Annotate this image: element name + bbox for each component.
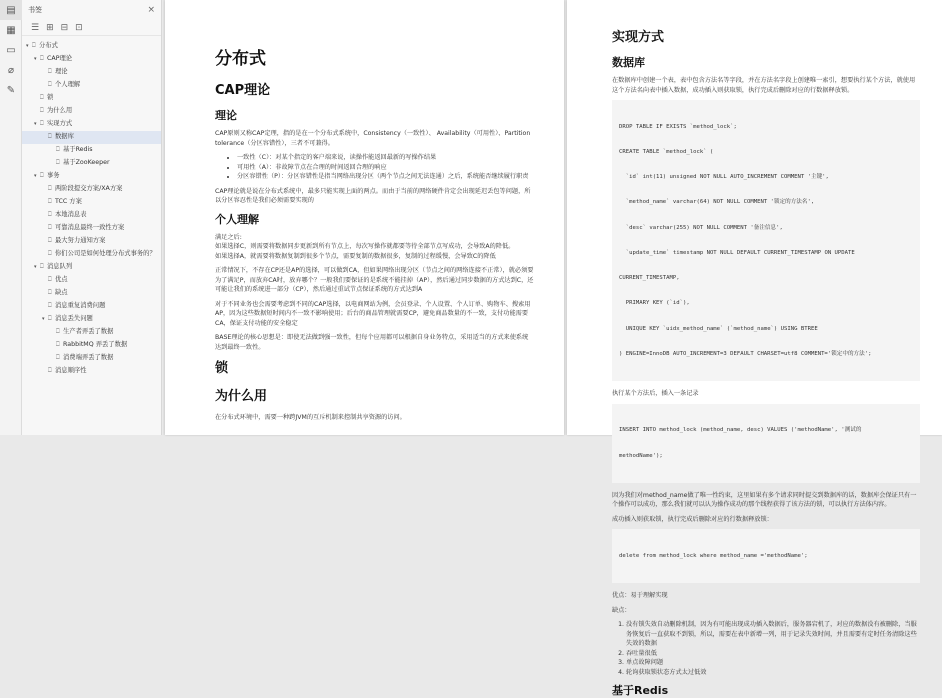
document-viewer[interactable]: [163, 0, 942, 698]
list-item: • 可用性（A）：非故障节点在合理的时间返回合理的响应: [237, 163, 534, 173]
theory-intro: CAP原则又称CAP定理，指的是在一个分布式系统中，Consistency（一致性）、 Availability（可用性）、Partition tolerance（分区容错性），三者不可兼得。: [215, 130, 531, 147]
bookmark-icon: ⎕: [40, 55, 44, 62]
bookmark-icon: ⎕: [48, 289, 52, 296]
personal-paragraph: [215, 233, 534, 262]
expand-toggle-icon[interactable]: ▾: [26, 43, 29, 49]
bookmark-item[interactable]: [22, 66, 161, 79]
bookmark-icon: ⎕: [56, 159, 60, 166]
bookmark-label: 分布式: [39, 42, 58, 49]
add-bookmark-icon[interactable]: ⊡: [75, 22, 83, 33]
bookmark-item[interactable]: [22, 222, 161, 235]
bookmark-icon: ⎕: [40, 172, 44, 179]
lock-heading: 锁: [215, 361, 229, 376]
expand-toggle-icon[interactable]: ▾: [42, 316, 45, 322]
attachment-icon[interactable]: ⌀: [7, 64, 15, 76]
page-title: 分布式: [215, 49, 266, 69]
bookmark-item[interactable]: [22, 313, 161, 326]
db-heading: 数据库: [612, 56, 645, 69]
bookmark-item[interactable]: [22, 183, 161, 196]
code-line: CURRENT_TIMESTAMP,: [619, 275, 680, 282]
bookmark-label: 可靠消息最终一致性方案: [55, 224, 125, 231]
bookmark-icon: ⎕: [48, 250, 52, 257]
bookmark-item[interactable]: [22, 131, 161, 144]
bookmark-tree: [22, 36, 161, 378]
bookmark-item[interactable]: [22, 92, 161, 105]
bookmark-icon: ⎕: [48, 237, 52, 244]
code-line: PRIMARY KEY (`id`),: [619, 300, 690, 307]
expand-toggle-icon[interactable]: ▾: [34, 121, 37, 127]
list-item: 1. 没有锁失效自动删除机制，因为有可能出现成功插入数据后，服务器宕机了，对应的数据没有被删除，当服务恢复后一直获取不到锁，所以，需要在表中新增一列，用于记录失效时间，并且需要有定时任务清除这些失效的数据: [626, 620, 920, 649]
bookmark-item[interactable]: [22, 248, 161, 261]
bookmark-item[interactable]: [22, 235, 161, 248]
code-line: `desc` varchar(255) NOT NULL COMMENT '备注信息',: [619, 224, 783, 231]
signature-icon[interactable]: ✎: [6, 84, 16, 96]
bookmark-label: 消息重复消费问题: [55, 302, 106, 309]
bookmark-item[interactable]: [22, 261, 161, 274]
left-icon-rail: [0, 0, 22, 435]
bookmark-icon: ⎕: [40, 120, 44, 127]
bookmark-icon: ⎕: [40, 263, 44, 270]
pdf-page-left: [165, 0, 564, 435]
why-text: 在分布式环境中，需要一种跨JVM的互斥机制来控制共享资源的访问。: [215, 414, 406, 421]
pdf-page-right: [567, 0, 942, 698]
impl-heading: 实现方式: [612, 30, 665, 45]
bookmark-item[interactable]: [22, 105, 161, 118]
bookmark-label: 两阶段提交方案/XA方案: [55, 185, 123, 192]
text-line: 满足之后:: [215, 233, 242, 241]
list-item: • 分区容错性（P）：分区容错性是指当网络出现分区（两个节点之间无法连通）之后，系统能否继续履行职责: [237, 172, 534, 182]
list-item: 2. 吞吐量很低: [626, 649, 920, 659]
bookmark-icon: ⎕: [32, 42, 36, 49]
bookmark-label: 实现方式: [47, 120, 73, 127]
bookmark-label: 消息顺序性: [55, 367, 87, 374]
unique-text: 因为我们对method_name做了唯一性约束，这里如果有多个请求同时提交到数据库的话，数据库会保证只有一个操作可以成功，那么我们就可以认为操作成功的那个线程获得了该方法的锁，可以执行方法体内容。: [612, 491, 917, 509]
expand-all-icon[interactable]: ⊞: [46, 22, 54, 33]
bookmark-label: 优点: [55, 276, 68, 283]
bookmark-icon[interactable]: ▤: [0, 0, 22, 20]
bookmark-panel-title: 书签: [28, 6, 42, 14]
bookmark-panel: [22, 0, 162, 435]
bookmark-menu-icon[interactable]: ☰: [31, 22, 40, 33]
bookmark-panel-header: [22, 0, 161, 20]
cap-heading: CAP理论: [215, 83, 271, 98]
personal-heading: 个人理解: [215, 212, 259, 226]
text-line: 如果选择C，则需要将数据同步更新到所有节点上，每次写操作就都要等待全部节点写成功，会导致A的降低。: [215, 243, 515, 250]
code-block-insert: [612, 404, 920, 483]
collapse-all-icon[interactable]: ⊟: [60, 22, 69, 33]
bookmark-item[interactable]: [22, 144, 161, 157]
bookmark-label: 你们公司是如何处理分布式事务的？: [55, 250, 156, 257]
cap-summary: CAP理论就是说在分布式系统中，最多只能实现上面的两点。而由于当前的网络硬件肯定会出现延迟丢包等问题，所以分区容忍性是我们必须需要实现的: [215, 187, 531, 204]
thumbnail-icon[interactable]: ▦: [6, 24, 16, 36]
bookmark-label: TCC 方案: [55, 198, 82, 205]
bookmark-item[interactable]: [22, 79, 161, 92]
bookmark-item[interactable]: [22, 157, 161, 170]
bookmark-icon: ⎕: [56, 146, 60, 153]
bookmark-item[interactable]: [22, 365, 161, 378]
release-text: 成功插入则获取锁，执行完成后删除对应的行数据释放锁：: [612, 515, 773, 523]
bookmark-label: 基于Redis: [63, 146, 93, 153]
code-line: `method_name` varchar(64) NOT NULL COMMENT '锁定的方法名',: [619, 199, 815, 206]
code-line: CREATE TABLE `method_lock` (: [619, 149, 714, 156]
bookmark-icon: ⎕: [48, 224, 52, 231]
bookmark-label: 个人理解: [55, 81, 81, 88]
code-line: ) ENGINE=InnoDB AUTO_INCREMENT=3 DEFAULT CHARSET=utf8 COMMENT='锁定中的方法';: [619, 350, 872, 357]
db-intro: 在数据库中创建一个表，表中包含方法名等字段，并在方法名字段上创建唯一索引，想要执行某个方法，就使用这个方法名向表中插入数据，成功插入则获取锁，执行完成后删除对应的行数据释放锁。: [612, 77, 916, 94]
bookmark-label: CAP理论: [47, 55, 73, 62]
bookmark-icon: ⎕: [48, 367, 52, 374]
bookmark-item[interactable]: [22, 209, 161, 222]
bookmark-label: 生产者弄丢了数据: [63, 328, 114, 335]
bookmark-icon: ⎕: [56, 341, 60, 348]
bookmark-icon: ⎕: [48, 211, 52, 218]
code-block-delete: [612, 529, 920, 583]
bookmark-label: 消息丢失问题: [55, 315, 93, 322]
bookmark-label: 消息队列: [47, 263, 73, 270]
text-line: 如果选择A，就需要将数据复制到很多个节点，需要复制的数据很多，复制的过程缓慢，会导致C的降低: [215, 252, 496, 260]
code-line: DROP TABLE IF EXISTS `method_lock`;: [619, 123, 737, 130]
bookmark-item[interactable]: [22, 118, 161, 131]
code-line: methodName');: [619, 452, 663, 459]
cons-list: [626, 620, 920, 677]
comment-icon[interactable]: ▭: [6, 44, 16, 56]
bookmark-icon: ⎕: [48, 198, 52, 205]
close-icon[interactable]: ×: [147, 5, 155, 15]
expand-toggle-icon[interactable]: ▾: [34, 173, 37, 179]
bookmark-icon: ⎕: [40, 94, 44, 101]
expand-toggle-icon[interactable]: ▾: [34, 56, 37, 62]
expand-toggle-icon[interactable]: ▾: [34, 264, 37, 270]
code-line: UNIQUE KEY `uidx_method_name` (`method_name`) USING BTREE: [619, 325, 818, 332]
bookmark-label: 理论: [55, 68, 68, 75]
bookmark-item[interactable]: [22, 196, 161, 209]
pros-text: 优点：易于理解实现: [612, 592, 668, 600]
bookmark-label: 缺点: [55, 289, 68, 296]
bookmark-item[interactable]: [22, 339, 161, 352]
bookmark-icon: ⎕: [48, 302, 52, 309]
code-line: `id` int(11) unsigned NOT NULL AUTO_INCREMENT COMMENT '主键',: [619, 174, 829, 181]
bookmark-label: 本地消息表: [55, 211, 87, 218]
bookmark-icon: ⎕: [56, 354, 60, 361]
list-item: 3. 单点故障问题: [626, 658, 920, 668]
bookmark-item[interactable]: [22, 40, 161, 53]
personal-paragraph-3: 对于不同业务也会需要考虑到不同的CAP选择，以电商网站为例，会员登录、个人设置、个人订单、购物车、搜索用AP，因为这些数据短时间内不一致不影响使用；后台的商品管理就需要CP，避免商品数量的不一致，支付功能需要CA，保证支付功能的安全稳定: [215, 300, 531, 327]
bookmark-icon: ⎕: [48, 315, 52, 322]
bookmark-icon: ⎕: [48, 68, 52, 75]
cap-bullet-list: [237, 153, 534, 182]
bookmark-item[interactable]: [22, 300, 161, 313]
code-line: INSERT INTO method_lock (method_name, desc) VALUES ('methodName', '测试的: [619, 427, 862, 434]
bookmark-label: 数据库: [55, 133, 74, 140]
bookmark-label: 为什么用: [47, 107, 73, 114]
code-line: `update_time` timestamp NOT NULL DEFAULT CURRENT_TIMESTAMP ON UPDATE: [619, 249, 855, 256]
personal-paragraph-4: BASE理论的核心思想是：即使无法做到强一致性，但每个应用都可以根据自身业务特点，采用适当的方式来使系统达到最终一致性。: [215, 334, 529, 351]
redis-heading: 基于Redis: [612, 684, 669, 698]
bookmark-item[interactable]: [22, 326, 161, 339]
bookmark-icon: ⎕: [40, 107, 44, 114]
bookmark-icon: ⎕: [48, 276, 52, 283]
theory-heading: 理论: [215, 109, 237, 122]
code-line: delete from method_lock where method_name ='methodName';: [619, 553, 808, 560]
cons-label: 缺点：: [612, 606, 631, 614]
code-block-create: [612, 100, 920, 381]
bookmark-item[interactable]: [22, 287, 161, 300]
bookmark-label: 锁: [47, 94, 54, 101]
bookmark-item[interactable]: [22, 274, 161, 287]
bookmark-item[interactable]: [22, 53, 161, 66]
personal-paragraph-2: 正常情况下，不存在CP还是AP的选择，可以做到CA，但如果网络出现分区（节点之间的网络连接不正常），就必须要为了满足P，而放弃CA时，放弃哪个？一般我们要保证的是系统不能挂掉（AP），然后通过同步数据的方式达到C，还可能让我们的系统进一部分（CP），然后通过重试节点保证系统的方式达到A: [215, 267, 534, 293]
bookmark-label: 事务: [47, 172, 60, 179]
bookmark-item[interactable]: [22, 352, 161, 365]
bookmark-label: 基于ZooKeeper: [63, 159, 110, 166]
exec-text: 执行某个方法后，插入一条记录: [612, 390, 699, 397]
bookmark-label: 消费端弄丢了数据: [63, 354, 114, 361]
bookmark-toolbar: [22, 20, 161, 36]
bookmark-label: RabbitMQ 弄丢了数据: [63, 341, 128, 348]
bookmark-icon: ⎕: [48, 185, 52, 192]
bookmark-item[interactable]: [22, 170, 161, 183]
bookmark-label: 最大努力通知方案: [55, 237, 106, 244]
list-item: 4. 轮询获取锁状态方式太过低效: [626, 668, 920, 678]
bookmark-icon: ⎕: [48, 133, 52, 140]
bookmark-icon: ⎕: [56, 328, 60, 335]
why-heading: 为什么用: [215, 389, 268, 404]
list-item: • 一致性（C）：对某个指定的客户端来说，读操作能返回最新的写操作结果: [237, 153, 534, 163]
bookmark-icon: ⎕: [48, 81, 52, 88]
